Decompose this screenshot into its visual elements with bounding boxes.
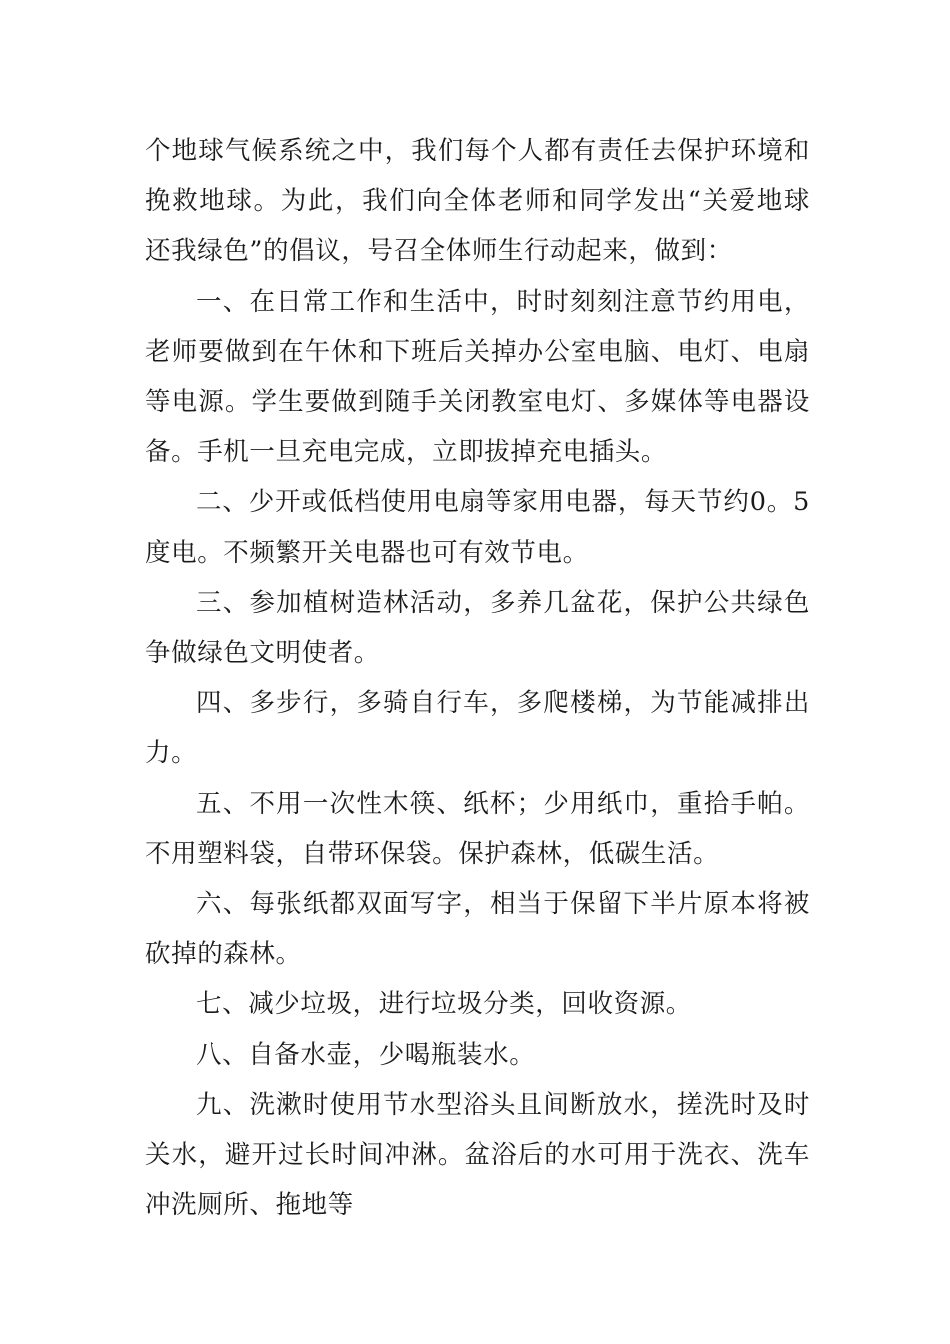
paragraph-item-4: 四、多步行，多骑自行车，多爬楼梯，为节能减排出力。 xyxy=(145,688,810,769)
paragraph-item-3: 三、参加植树造林活动，多养几盆花，保护公共绿色争做绿色文明使者。 xyxy=(145,587,810,669)
document-body xyxy=(145,126,810,1230)
paragraph-item-7: 七、减少垃圾，进行垃圾分类，回收资源。 xyxy=(196,989,692,1020)
paragraph-item-9: 九、洗漱时使用节水型浴头且间断放水，搓洗时及时关水，避开过长时间冲淋。盆浴后的水可用于洗衣、洗车冲洗厕所、拖地等 xyxy=(145,1089,810,1221)
paragraph-intro: 个地球气候系统之中，我们每个人都有责任去保护环境和挽救地球。为此，我们向全体老师和同学发出“关爱地球还我绿色”的倡议，号召全体师生行动起来，做到： xyxy=(145,136,810,267)
paragraph-item-8: 八、自备水壶，少喝瓶装水。 xyxy=(196,1039,536,1070)
paragraph-item-6: 六、每张纸都双面写字，相当于保留下半片原本将被砍掉的森林。 xyxy=(145,889,810,970)
paragraph-item-2: 二、少开或低档使用电扇等家用电器，每天节约0。5度电。不频繁开关电器也可有效节电。 xyxy=(145,487,810,568)
paragraph-item-1: 一、在日常工作和生活中，时时刻刻注意节约用电，老师要做到在午休和下班后关掉办公室电脑、电灯、电扇等电源。学生要做到随手关闭教室电灯、多媒体等电器设备。手机一旦充电完成，立即拔掉充电插头。 xyxy=(145,286,810,468)
paragraph-item-5: 五、不用一次性木筷、纸杯；少用纸巾，重拾手帕。不用塑料袋，自带环保袋。保护森林，低碳生活。 xyxy=(145,788,810,869)
